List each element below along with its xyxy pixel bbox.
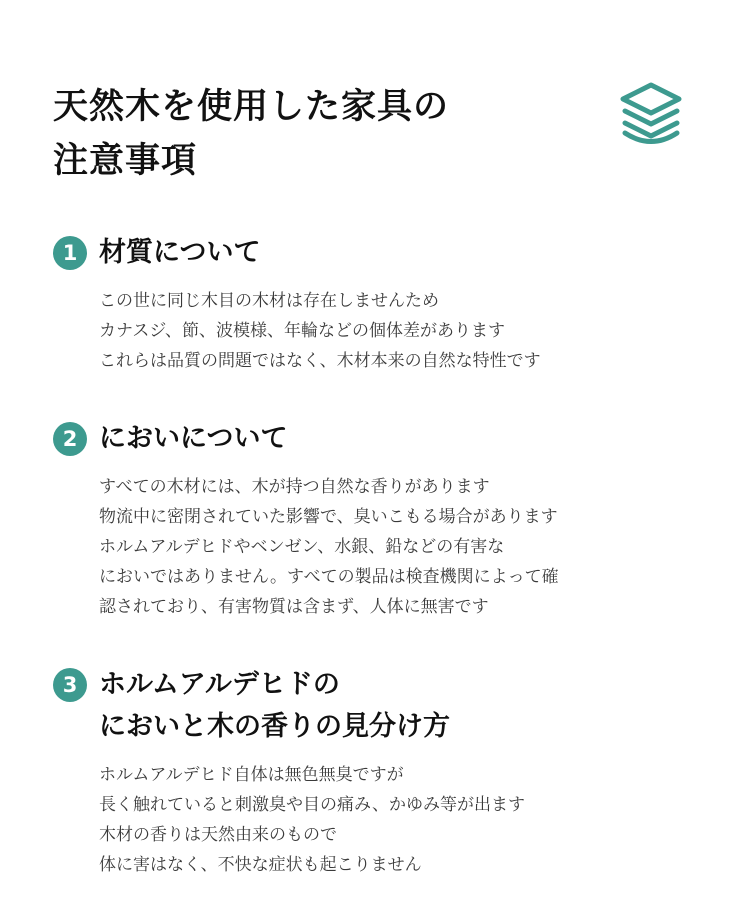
body-line: すべての木材には、木が持つ自然な香りがあります bbox=[99, 477, 490, 497]
page-title bbox=[53, 80, 573, 188]
section-material bbox=[53, 232, 713, 376]
section-formaldehyde bbox=[53, 664, 713, 880]
section-number-badge: 1 bbox=[53, 236, 87, 270]
section-header bbox=[53, 232, 713, 274]
section-title bbox=[99, 418, 713, 460]
body-line: ホルムアルデヒドやベンゼン、水銀、鉛などの有害な bbox=[99, 537, 505, 557]
section-number-badge: 3 bbox=[53, 668, 87, 702]
page-title-line-1: 天然木を使用した家具の bbox=[53, 87, 450, 127]
body-line: 長く触れていると刺激臭や目の痛み、かゆみ等が出ます bbox=[99, 795, 526, 815]
body-line: カナスジ、節、波模様、年輪などの個体差があります bbox=[99, 321, 505, 341]
section-smell bbox=[53, 418, 713, 622]
body-line: これらは品質の問題ではなく、木材本来の自然な特性です bbox=[99, 351, 541, 371]
section-body bbox=[53, 760, 713, 880]
section-header bbox=[53, 418, 713, 460]
section-body bbox=[53, 472, 713, 622]
section-header bbox=[53, 664, 713, 748]
section-title-line: においについて bbox=[99, 423, 288, 454]
body-line: 体に害はなく、不快な症状も起こりません bbox=[99, 855, 422, 875]
section-body bbox=[53, 286, 713, 376]
body-line: においではありません。すべての製品は検査機関によって確 bbox=[99, 567, 559, 587]
section-title-line: においと木の香りの見分け方 bbox=[99, 711, 450, 742]
section-title bbox=[99, 664, 713, 748]
body-line: 認されており、有害物質は含まず、人体に無害です bbox=[99, 597, 489, 617]
body-line: 木材の香りは天然由来のもので bbox=[99, 825, 337, 845]
body-line: この世に同じ木目の木材は存在しませんため bbox=[99, 291, 439, 311]
section-title-line: ホルムアルデヒドの bbox=[99, 669, 340, 700]
page-title-line-2: 注意事項 bbox=[53, 141, 198, 181]
body-line: 物流中に密閉されていた影響で、臭いこもる場合があります bbox=[99, 507, 558, 527]
section-number-badge: 2 bbox=[53, 422, 87, 456]
body-line: ホルムアルデヒド自体は無色無臭ですが bbox=[99, 765, 404, 785]
layers-icon bbox=[616, 80, 686, 152]
section-title bbox=[99, 232, 713, 274]
section-title-line: 材質について bbox=[99, 237, 261, 268]
